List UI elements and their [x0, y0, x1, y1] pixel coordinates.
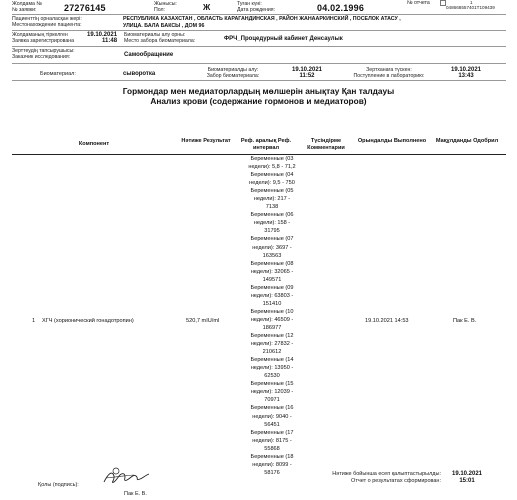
report-formed-datetime: 19.10.2021 15:01 — [451, 471, 483, 484]
divider — [12, 14, 506, 15]
reference-line: недели): 8175 - — [252, 437, 292, 444]
reference-line: Беременные (09 — [250, 284, 294, 291]
report-title-russian: Анализ крови (содержание гормонов и медиаторов) — [150, 96, 367, 106]
reference-line: 55868 — [264, 445, 280, 452]
reference-line: 210612 — [262, 349, 282, 356]
reference-line: недели): 5,8 - 71,2 — [248, 164, 296, 171]
reference-line: недели): 12039 - — [250, 389, 294, 396]
patient-location: РЕСПУБЛИКА КАЗАХСТАН , ОБЛАСТЬ КАРАГАНДИНСКАЯ , РАЙОН ЖАНААРКИНСКИЙ , ПОСЕЛОК АТАСУ , УЛИЦА. БАЛА БАКСЫ , ДОМ 96 — [123, 16, 401, 29]
reference-line: 149571 — [262, 276, 282, 283]
birth-label: Туған күні: Дата рождения: — [237, 1, 276, 13]
reference-line: Беременные (05 — [250, 188, 294, 195]
column-header-comment: Түсіндірме Комментарии — [307, 138, 345, 151]
biomaterial-value: сыворотка — [123, 71, 156, 77]
customer-value: Самообращение — [124, 52, 174, 58]
reference-line: Беременные (16 — [250, 405, 294, 412]
reference-line: Беременные (14 — [250, 357, 294, 364]
reference-line: Беременные (10 — [250, 308, 294, 315]
sample-place: ФРЧ_Процедурный кабинет Денсаулык — [224, 36, 343, 42]
reference-line: Беременные (18 — [250, 453, 294, 460]
row-result: 520,7 mIU/ml — [186, 318, 220, 324]
report-number-label: № отчета — [407, 0, 430, 6]
divider — [12, 46, 506, 47]
lab-arrival-datetime: 19.10.2021 13:43 — [450, 67, 482, 79]
customer-label: Зерттеудің тапсырушысы: Заказчик исследования: — [12, 48, 75, 60]
divider — [12, 30, 506, 31]
reference-line: 7138 — [265, 204, 279, 211]
biomaterial-label: Биоматериал: — [40, 71, 76, 77]
lab-arrival-label: Зертханаға түскен: Поступление в лабораторию: — [353, 67, 425, 79]
reference-line: недели): 63803 - — [250, 292, 294, 299]
divider — [12, 80, 506, 81]
sex-value: Ж — [203, 3, 211, 12]
reference-line: 151410 — [262, 300, 282, 307]
row-component: ХГЧ (хорионический гонадотропин) — [42, 318, 134, 324]
signer-name: Пак Е. В. — [124, 491, 147, 497]
column-header-component: Компонент — [78, 141, 110, 147]
reference-line: Беременные (06 — [250, 212, 294, 219]
row-performed: 19.10.2021 14:53 — [365, 318, 409, 324]
order-label: Жолдама № № заявки: — [12, 1, 42, 13]
report-title-kazakh: Гормондар мен медиаторлардың мөлшерін анықтау Қан талдауы — [122, 86, 395, 96]
collection-label: Биоматериалды алу: Забор биоматериала: — [206, 67, 260, 79]
divider — [12, 63, 506, 64]
row-approved-by: Пак Е. В. — [453, 318, 477, 324]
birth-date: 04.02.1996 — [317, 3, 365, 13]
reference-line: Беременные (12 — [250, 333, 294, 340]
reference-line: Беременные (17 — [250, 429, 294, 436]
report-code: 048668557401T109439 — [446, 5, 495, 10]
reference-line: недели): 46509 - — [250, 316, 294, 323]
reference-line: 56451 — [264, 421, 280, 428]
reference-line: Беременные (03 — [250, 156, 294, 162]
reference-line: 31795 — [264, 228, 280, 235]
registered-label: Жолдаманың тіркелген Заявка зарегистрирована — [12, 32, 74, 44]
reference-line: 70971 — [264, 397, 280, 404]
reference-line: недели): 9,5 - 750 — [249, 180, 295, 187]
reference-line: недели): 217 - — [253, 196, 291, 203]
order-number: 27276145 — [64, 3, 106, 13]
reference-line: недели): 158 - — [253, 220, 291, 227]
reference-line: недели): 3697 - — [252, 244, 292, 251]
reference-line: 163563 — [262, 252, 282, 259]
reference-line: недели): 9040 - — [252, 413, 292, 420]
reference-line: недели): 32065 - — [250, 268, 294, 275]
location-label: Пациенттің орналасқан жері: Местонахождение пациента: — [12, 16, 82, 28]
row-reference-interval — [246, 155, 298, 477]
signature-label: Қолы (подпись): — [38, 482, 79, 488]
reference-line: 58176 — [264, 469, 280, 476]
reference-line: Беременные (08 — [250, 260, 294, 267]
column-header-approved: Мақұлданды Одобрил — [435, 138, 499, 144]
row-index: 1 — [32, 318, 36, 324]
sex-label: Жынысы: Пол: — [154, 1, 177, 13]
column-header-result: Нәтиже Результат — [181, 138, 231, 144]
reference-line: недели): 8099 - — [252, 461, 292, 468]
reference-line: 62530 — [264, 373, 280, 380]
reference-line: недели): 27832 - — [250, 341, 294, 348]
handwritten-signature-icon — [100, 466, 152, 488]
column-header-reference: Реф. аралық Реф. интервал — [240, 138, 292, 151]
report-formed-label: Нәтиже бойынша есеп қалыптастырылды: Отчет о результатах сформирован: — [332, 471, 441, 484]
reference-line: Беременные (04 — [250, 172, 294, 179]
registered-datetime: 19.10.2021 11:48 — [87, 32, 118, 44]
reference-line: 186977 — [262, 324, 282, 331]
sample-place-label: Биоматериалы алу орны: Место забора биоматериала: — [124, 32, 196, 44]
reference-line: недели): 13950 - — [250, 365, 294, 372]
collection-datetime: 19.10.2021 11:52 — [291, 67, 323, 79]
reference-line: Беременные (15 — [250, 381, 294, 388]
report-code-top: 1 — [470, 0, 473, 5]
reference-line: Беременные (07 — [250, 236, 294, 243]
column-header-performed: Орындалды Выполнено — [357, 138, 427, 144]
